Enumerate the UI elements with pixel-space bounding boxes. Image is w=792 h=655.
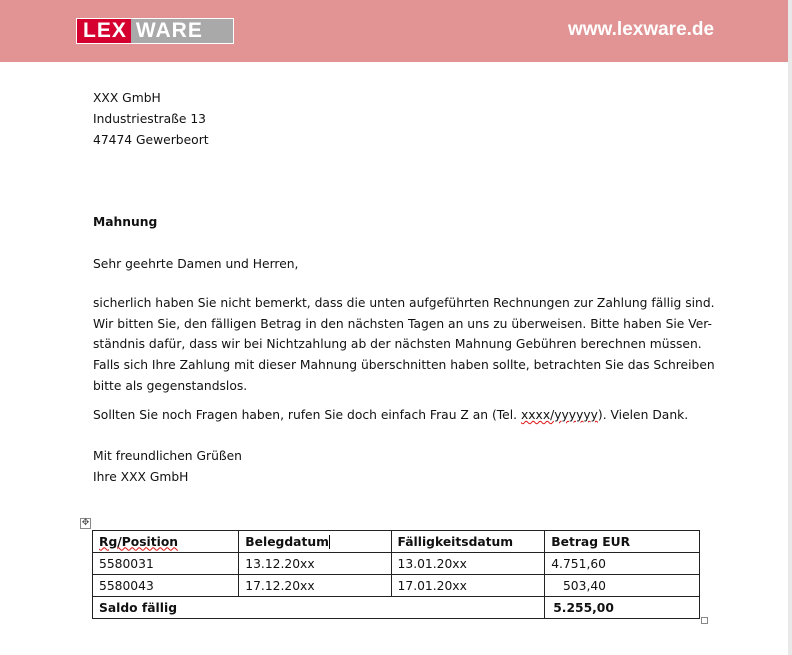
- contact-text-before: Sollten Sie noch Fragen haben, rufen Sie doch einfach Frau Z an (Tel.: [93, 408, 521, 422]
- table-cell: 4.751,60: [545, 553, 700, 575]
- table-cell: 503,40: [545, 575, 700, 597]
- body-line: sicherlich haben Sie nicht bemerkt, dass die unten aufgeführten Rechnungen zur Zahlung fällig sind.: [93, 296, 715, 310]
- invoice-table: [92, 530, 700, 619]
- total-label: Saldo fällig: [93, 597, 545, 619]
- header-cell: Belegdatum: [239, 531, 391, 553]
- table-cell: 17.12.20xx: [239, 575, 391, 597]
- body-line: Falls sich Ihre Zahlung mit dieser Mahnung überschnitten haben sollte, betrachten Sie das Schreiben: [93, 358, 715, 373]
- salutation: Sehr geehrte Damen und Herren,: [93, 257, 299, 271]
- recipient-city: 47474 Gewerbeort: [93, 133, 209, 147]
- header-cell: Rg/Position: [93, 531, 239, 553]
- lexware-logo: [76, 18, 234, 44]
- table-cell: 17.01.20xx: [391, 575, 545, 597]
- header-cell: Fälligkeitsdatum: [391, 531, 545, 553]
- body-line: ständnis dafür, dass wir bei Nichtzahlung ab der nächsten Mahnung Gebühren berechnen müssen.: [93, 337, 702, 352]
- letter-body: [93, 293, 713, 397]
- table-header-row: [93, 531, 700, 553]
- contact-text-after: ). Vielen Dank.: [597, 408, 689, 422]
- table-cell: 5580031: [93, 553, 239, 575]
- contact-line: [93, 405, 688, 425]
- header-cell: Betrag EUR: [545, 531, 700, 553]
- recipient-street: Industriestraße 13: [93, 112, 206, 126]
- logo-lex: LEX: [77, 19, 131, 43]
- resize-handle-icon[interactable]: [701, 617, 708, 624]
- logo-ware: WARE: [131, 19, 233, 43]
- letter-subject: Mahnung: [93, 215, 158, 229]
- recipient-company: XXX GmbH: [93, 91, 161, 105]
- letterhead-band: [0, 0, 788, 62]
- closing: Mit freundlichen Grüßen: [93, 449, 242, 463]
- table-total-row: [93, 597, 700, 619]
- move-cross-icon[interactable]: ✥: [81, 518, 90, 528]
- total-value: 5.255,00: [545, 597, 700, 619]
- body-line: Wir bitten Sie, den fälligen Betrag in den nächsten Tagen an uns zu überweisen. Bitte haben Sie Ver-: [93, 316, 712, 331]
- contact-phone: xxxx/yyyyyy: [520, 408, 598, 422]
- table-cell: 13.01.20xx: [391, 553, 545, 575]
- table-cell: 5580043: [93, 575, 239, 597]
- body-line: bitte als gegenstandslos.: [93, 378, 248, 393]
- page-edge: [788, 0, 792, 655]
- table-cell: 13.12.20xx: [239, 553, 391, 575]
- table-row: [93, 553, 700, 575]
- website-url[interactable]: www.lexware.de: [568, 19, 715, 40]
- table-row: [93, 575, 700, 597]
- signature: Ihre XXX GmbH: [93, 470, 189, 484]
